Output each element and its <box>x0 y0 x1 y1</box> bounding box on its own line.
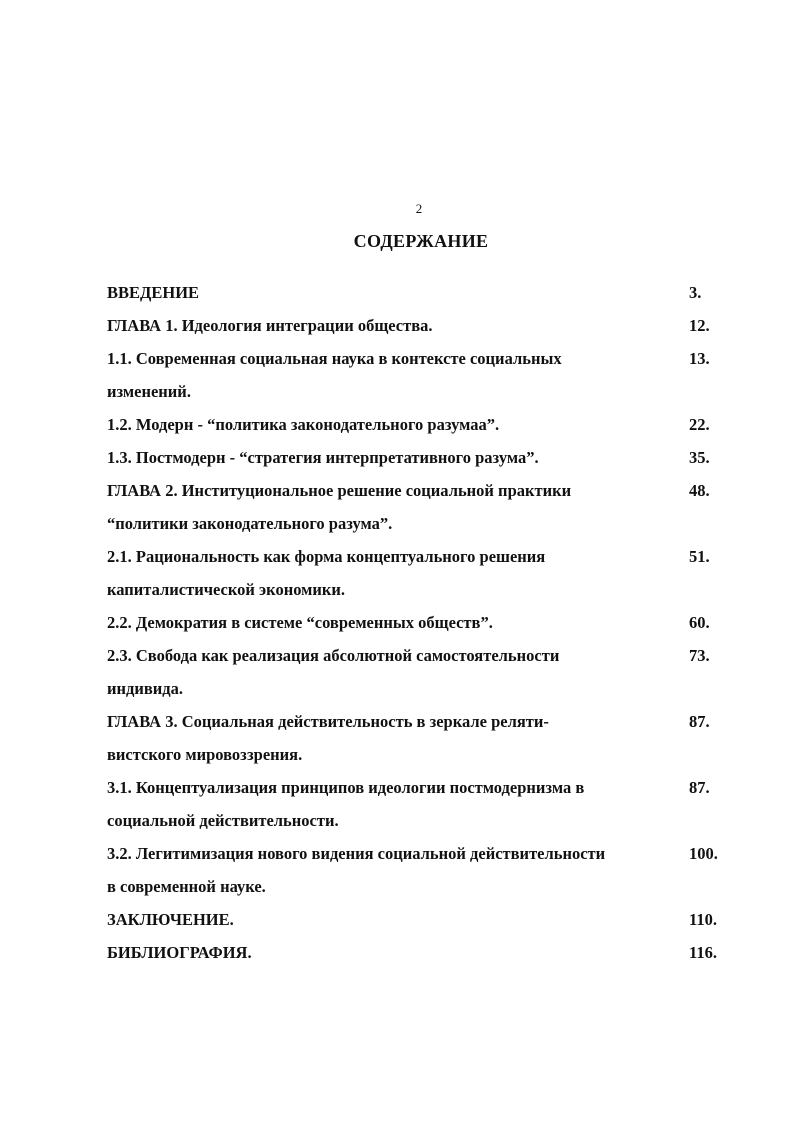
toc-page-number: 87. <box>689 712 710 731</box>
toc-entry-title-continued: “политики законодательного разума”. <box>107 514 393 533</box>
toc-entry-section-3-2 <box>107 839 747 905</box>
toc-entry-title: 1.3. Постмодерн - “стратегия интерпретативного разума”. <box>107 448 539 467</box>
page-title: СОДЕРЖАНИЕ <box>353 231 489 251</box>
toc-page-number: 110. <box>689 910 717 929</box>
toc-entry-section-1-2 <box>107 410 747 443</box>
toc-entry-title-continued: вистского мировоззрения. <box>107 745 303 764</box>
toc-entry-section-2-2 <box>107 608 747 641</box>
toc-entry-title: БИБЛИОГРАФИЯ. <box>107 943 252 962</box>
toc-entry-section-1-1 <box>107 344 747 410</box>
toc-page-number: 87. <box>689 778 710 797</box>
toc-page-number: 22. <box>689 415 710 434</box>
toc-page-number: 100. <box>689 844 718 863</box>
toc-entry-section-2-1 <box>107 542 747 608</box>
toc-entry-title-continued: капиталистической экономики. <box>107 580 346 599</box>
table-of-contents <box>107 278 747 971</box>
toc-entry-section-2-3 <box>107 641 747 707</box>
toc-entry-title-continued: в современной науке. <box>107 877 266 896</box>
toc-entry-title: 2.1. Рациональность как форма концептуального решения <box>107 547 546 566</box>
toc-entry-title: ГЛАВА 1. Идеология интеграции общества. <box>107 316 433 335</box>
toc-entry-section-3-1 <box>107 773 747 839</box>
toc-page-number: 73. <box>689 646 710 665</box>
toc-page-number: 35. <box>689 448 710 467</box>
toc-page-number: 13. <box>689 349 710 368</box>
toc-entry-conclusion <box>107 905 747 938</box>
toc-entry-bibliography <box>107 938 747 971</box>
toc-entry-title: 1.2. Модерн - “политика законодательного разумаа”. <box>107 415 500 434</box>
toc-page-number: 48. <box>689 481 710 500</box>
toc-page-number: 12. <box>689 316 710 335</box>
toc-entry-title: 2.3. Свобода как реализация абсолютной самостоятельности <box>107 646 560 665</box>
toc-entry-title: ГЛАВА 3. Социальная действительность в зеркале реляти- <box>107 712 549 731</box>
toc-entry-title: ВВЕДЕНИЕ <box>107 283 200 302</box>
toc-page-number: 51. <box>689 547 710 566</box>
toc-entry-chapter-3 <box>107 707 747 773</box>
toc-entry-introduction <box>107 278 747 311</box>
toc-entry-title-continued: изменений. <box>107 382 191 401</box>
toc-entry-chapter-2 <box>107 476 747 542</box>
toc-entry-title: 1.1. Современная социальная наука в контексте социальных <box>107 349 562 368</box>
toc-entry-title: 2.2. Демократия в системе “современных обществ”. <box>107 613 493 632</box>
toc-entry-chapter-1 <box>107 311 747 344</box>
toc-entry-title-continued: индивида. <box>107 679 184 698</box>
toc-entry-title: 3.2. Легитимизация нового видения социальной действительности <box>107 844 606 863</box>
toc-entry-title-continued: социальной действительности. <box>107 811 339 830</box>
toc-entry-title: 3.1. Концептуализация принципов идеологии постмодернизма в <box>107 778 585 797</box>
toc-entry-title: ЗАКЛЮЧЕНИЕ. <box>107 910 234 929</box>
toc-entry-section-1-3 <box>107 443 747 476</box>
toc-entry-title: ГЛАВА 2. Институциональное решение социальной практики <box>107 481 572 500</box>
toc-page-number: 116. <box>689 943 717 962</box>
toc-page-number: 60. <box>689 613 710 632</box>
toc-page-number: 3. <box>689 283 702 302</box>
page-number: 2 <box>415 201 423 216</box>
